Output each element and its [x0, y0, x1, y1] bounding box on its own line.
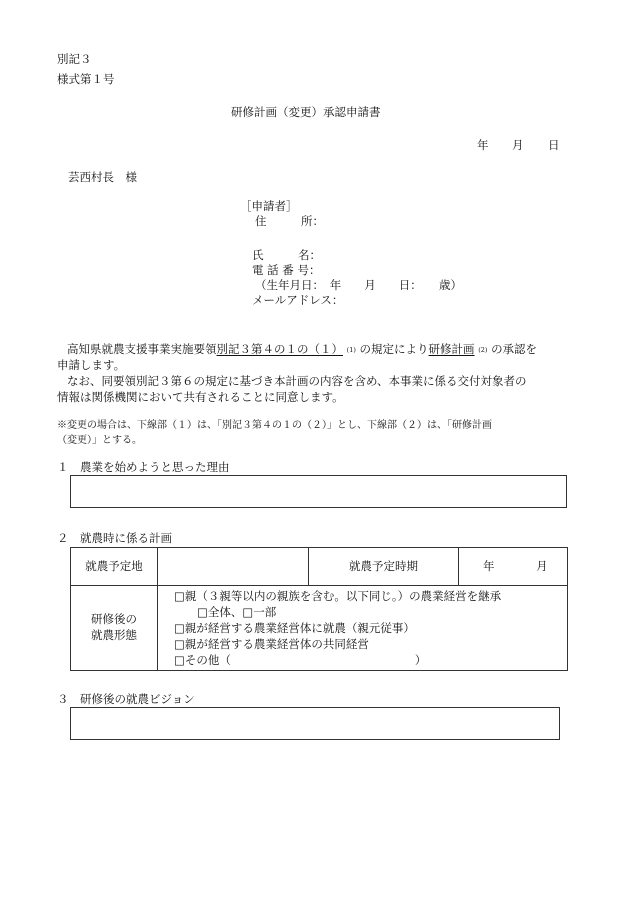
location-label: 就農予定地	[71, 548, 158, 586]
section2-title: ２ 就農時に係る計画	[57, 531, 172, 545]
consent-paragraph-line1: なお、同要領別記３第６の規定に基づき本計画の内容を含め、本事業に係る交付対象者の	[67, 374, 527, 388]
period-label: 就農予定時期	[309, 548, 459, 586]
applicant-heading: ［申請者］	[240, 199, 298, 213]
phone-label: 電 話 番 号：	[252, 263, 321, 277]
reason-field[interactable]	[70, 475, 567, 508]
consent-paragraph-line2: 情報は関係機関において共有されることに同意します。	[57, 390, 344, 404]
underline-2: 研修計画	[428, 342, 475, 356]
application-paragraph: 高知県就農支援事業実施要領別記３第４の１の（１） (1) の規定により研修計画 (2) の承認を	[67, 342, 538, 356]
farming-form-label: 研修後の 就農形態	[71, 586, 158, 671]
application-paragraph-line2: 申請します。	[57, 358, 126, 372]
note-line2: （変更）」とする。	[57, 435, 142, 446]
page-title: 研修計画（変更）承認申請書	[231, 105, 381, 119]
date-year: 年	[477, 138, 489, 152]
addressee: 芸西村長 様	[68, 170, 137, 184]
note-line1: ※変更の場合は、下線部（１）は、「別記３第４の１の（２）」とし、下線部（２）は、「研修計画	[57, 420, 492, 431]
period-year: 年	[483, 558, 495, 573]
option-employed[interactable]: □親が経営する農業経営体に就農（親元従事）	[174, 621, 415, 635]
section3-title: ３ 研修後の就農ビジョン	[57, 692, 195, 706]
email-label: メールアドレス：	[252, 293, 344, 307]
date-month: 月	[512, 138, 524, 152]
option-whole-or-part[interactable]: □全体、□一部	[174, 605, 277, 619]
birthdate-label: （生年月日： 年 月 日： 歳）	[255, 278, 462, 292]
option-inherit[interactable]: □親（３親等以内の親族を含む。以下同じ。）の農業経営を継承	[174, 589, 502, 603]
form-number: 様式第１号	[57, 72, 115, 86]
option-joint[interactable]: □親が経営する農業経営体の共同経営	[174, 637, 369, 651]
section1-title: １ 農業を始めようと思った理由	[57, 460, 230, 474]
farming-form-options	[158, 586, 568, 671]
underline-1: 別記３第４の１の（１）	[216, 342, 343, 356]
name-label: 氏 名：	[252, 248, 321, 262]
period-month: 月	[536, 558, 548, 573]
option-other[interactable]: □その他（ ）	[174, 653, 427, 667]
date-day: 日	[548, 138, 560, 152]
period-field[interactable]	[459, 548, 568, 586]
vision-field[interactable]	[70, 707, 560, 740]
annex-number: 別記３	[57, 52, 92, 66]
farming-plan-table	[70, 547, 568, 671]
address-label: 住 所：	[255, 214, 324, 228]
location-field[interactable]	[158, 548, 309, 586]
